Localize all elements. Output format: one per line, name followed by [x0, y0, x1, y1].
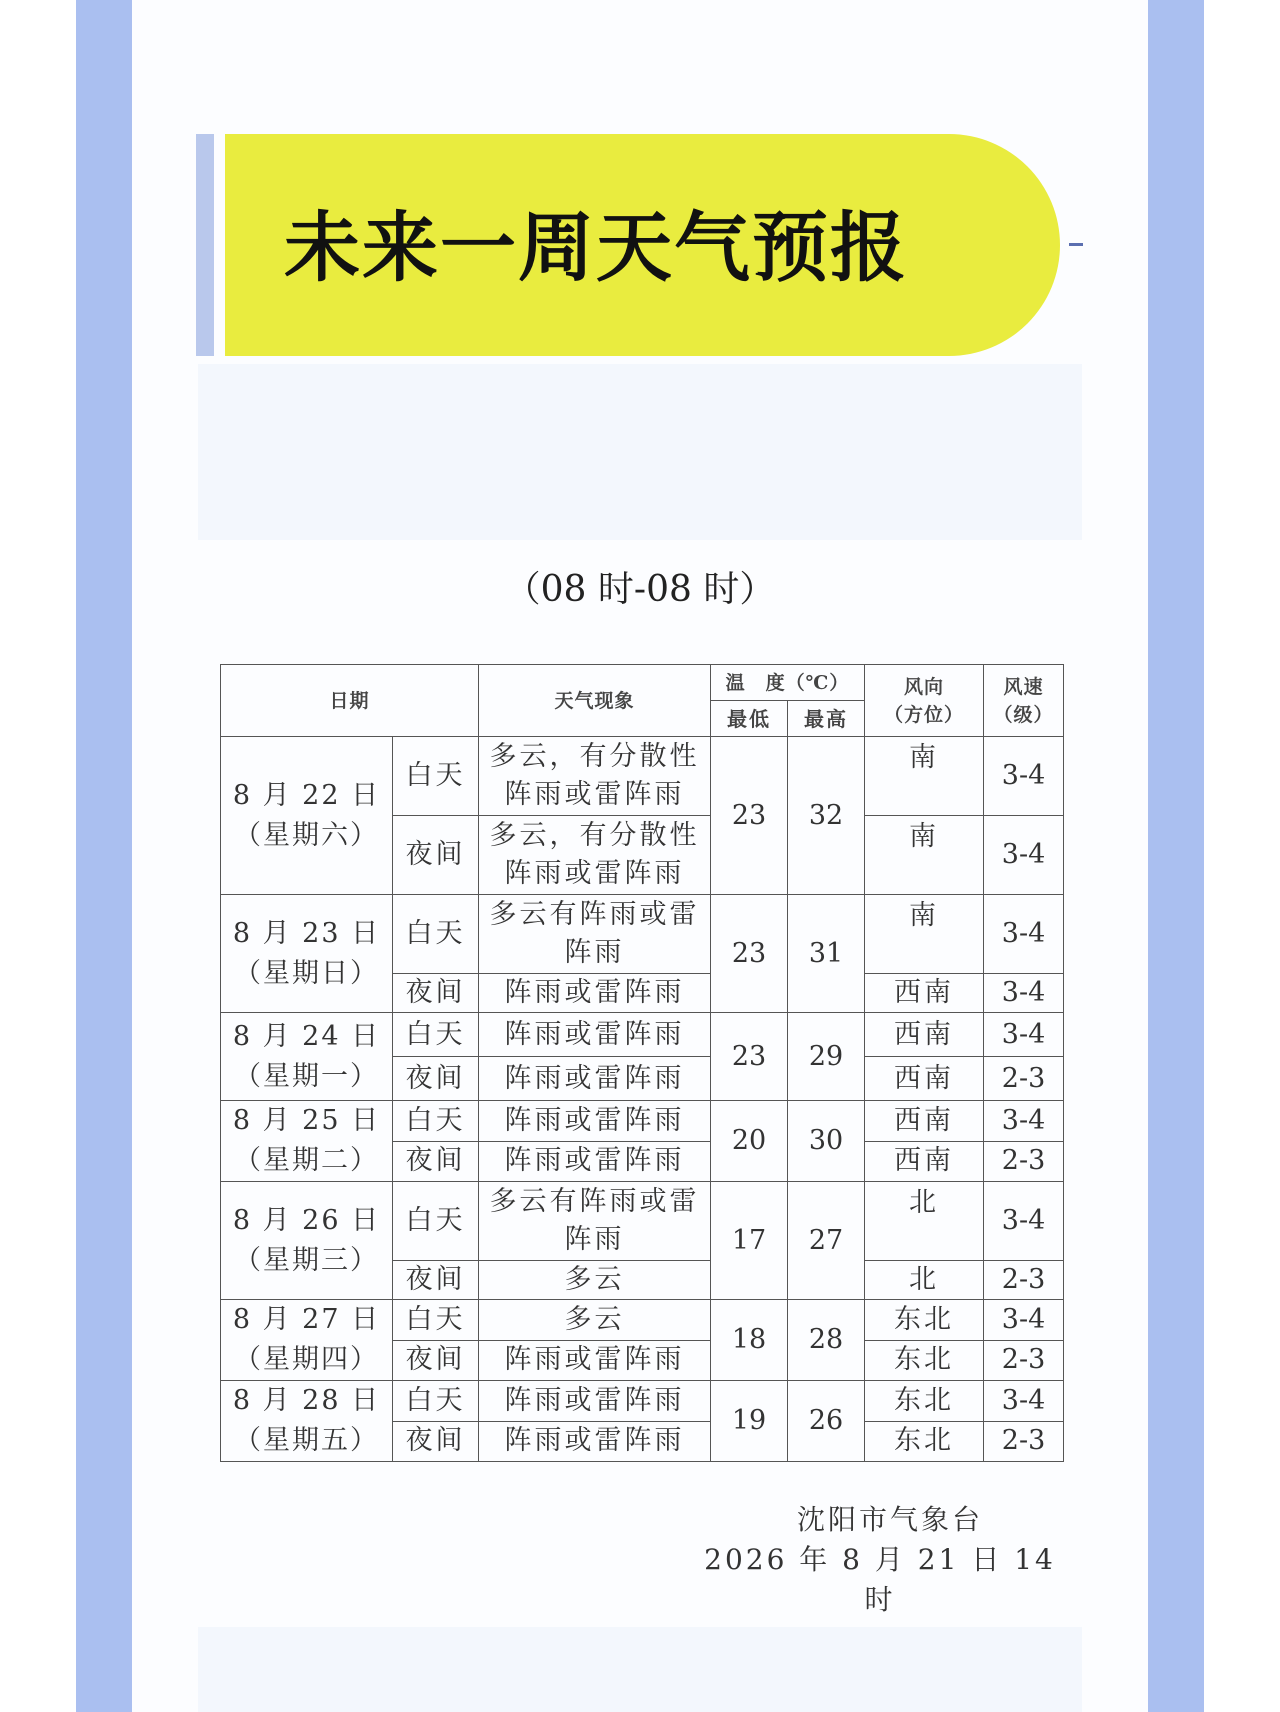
temp-max-cell: 29 — [788, 1013, 865, 1101]
temp-max-cell: 27 — [788, 1182, 865, 1300]
bottom-blank-panel — [198, 1627, 1082, 1712]
header-temp-max: 最高 — [788, 701, 865, 737]
period-label: 白天 — [393, 1182, 479, 1261]
period-label: 夜间 — [393, 1261, 479, 1300]
table-row — [221, 895, 1064, 974]
date-text: 8 月 27 日 — [232, 1304, 381, 1335]
wind-speed-cell: 3-4 — [984, 1381, 1064, 1422]
wind-speed-cell: 3-4 — [984, 1182, 1064, 1261]
wind-direction-cell: 南 — [865, 816, 984, 895]
period-label: 白天 — [393, 1300, 479, 1341]
header-temperature: 温 度（℃） — [711, 665, 865, 701]
period-label: 夜间 — [393, 1057, 479, 1101]
wind-direction-cell: 西南 — [865, 1057, 984, 1101]
issued-at: 2026 年 8 月 21 日 14 时 — [704, 1543, 1056, 1616]
weather-cell: 多云，有分散性阵雨或雷阵雨 — [479, 737, 711, 816]
wind-speed-cell: 2-3 — [984, 1421, 1064, 1462]
wind-direction-cell: 北 — [865, 1182, 984, 1261]
date-text: 8 月 26 日 — [232, 1204, 381, 1236]
header-wind-direction — [865, 665, 984, 737]
table-row — [221, 1013, 1064, 1057]
wind-direction-cell: 西南 — [865, 1141, 984, 1182]
weather-cell: 多云，有分散性阵雨或雷阵雨 — [479, 816, 711, 895]
wind-speed-cell: 2-3 — [984, 1057, 1064, 1101]
banner-dash-mark — [1069, 243, 1083, 246]
right-border-band — [1148, 0, 1204, 1712]
wind-direction-cell: 东北 — [865, 1340, 984, 1381]
date-cell — [221, 737, 393, 895]
temp-min-cell: 18 — [711, 1300, 788, 1381]
wind-speed-cell: 3-4 — [984, 974, 1064, 1013]
period-label: 夜间 — [393, 816, 479, 895]
period-label: 夜间 — [393, 1421, 479, 1462]
weekday-text: （星期日） — [234, 957, 379, 989]
temp-max-cell: 32 — [788, 737, 865, 895]
table-row — [221, 1182, 1064, 1261]
header-temp-min: 最低 — [711, 701, 788, 737]
table-row — [221, 737, 1064, 816]
header-wind-speed-line1: 风速 — [1003, 675, 1044, 698]
wind-direction-cell: 西南 — [865, 1013, 984, 1057]
period-label: 夜间 — [393, 1141, 479, 1182]
table-row — [221, 1381, 1064, 1422]
wind-direction-cell: 南 — [865, 737, 984, 816]
date-text: 8 月 22 日 — [232, 779, 381, 811]
weather-cell: 阵雨或雷阵雨 — [479, 1381, 711, 1422]
header-wind-speed — [984, 665, 1064, 737]
date-cell — [221, 1013, 393, 1101]
wind-speed-cell: 3-4 — [984, 1300, 1064, 1341]
weekday-text: （星期二） — [234, 1145, 379, 1176]
temp-min-cell: 17 — [711, 1182, 788, 1300]
weather-cell: 多云有阵雨或雷阵雨 — [479, 895, 711, 974]
wind-speed-cell: 3-4 — [984, 816, 1064, 895]
wind-speed-cell: 2-3 — [984, 1340, 1064, 1381]
temp-max-cell: 26 — [788, 1381, 865, 1462]
date-cell — [221, 1300, 393, 1381]
period-label: 白天 — [393, 1101, 479, 1142]
wind-speed-cell: 3-4 — [984, 895, 1064, 974]
wind-direction-cell: 东北 — [865, 1300, 984, 1341]
date-text: 8 月 23 日 — [232, 917, 381, 949]
temp-max-cell: 30 — [788, 1101, 865, 1182]
wind-speed-cell: 2-3 — [984, 1141, 1064, 1182]
date-cell — [221, 1182, 393, 1300]
date-text: 8 月 24 日 — [232, 1020, 381, 1052]
wind-direction-cell: 北 — [865, 1261, 984, 1300]
temp-min-cell: 23 — [711, 737, 788, 895]
blank-panel — [198, 364, 1082, 540]
header-wind-direction-line1: 风向 — [904, 675, 945, 698]
weather-cell: 多云有阵雨或雷阵雨 — [479, 1182, 711, 1261]
wind-direction-cell: 西南 — [865, 974, 984, 1013]
page-title: 未来一周天气预报 — [284, 203, 908, 292]
weather-cell: 多云 — [479, 1261, 711, 1300]
period-label: 白天 — [393, 1013, 479, 1057]
wind-speed-cell: 3-4 — [984, 1013, 1064, 1057]
issuer-block — [700, 1500, 1060, 1620]
date-cell — [221, 1381, 393, 1462]
period-label: 白天 — [393, 895, 479, 974]
period-label: 白天 — [393, 737, 479, 816]
weekday-text: （星期三） — [234, 1244, 379, 1276]
weather-cell: 阵雨或雷阵雨 — [479, 974, 711, 1013]
table-row — [221, 1101, 1064, 1142]
weather-cell: 阵雨或雷阵雨 — [479, 1057, 711, 1101]
banner-accent-bar — [196, 134, 214, 356]
weather-cell: 阵雨或雷阵雨 — [479, 1141, 711, 1182]
wind-direction-cell: 东北 — [865, 1421, 984, 1462]
temp-min-cell: 23 — [711, 895, 788, 1013]
weather-cell: 阵雨或雷阵雨 — [479, 1013, 711, 1057]
header-date: 日期 — [221, 665, 479, 737]
period-label: 夜间 — [393, 1340, 479, 1381]
table-row — [221, 1300, 1064, 1341]
temp-min-cell: 23 — [711, 1013, 788, 1101]
date-text: 8 月 25 日 — [232, 1105, 381, 1136]
temp-max-cell: 28 — [788, 1300, 865, 1381]
table-header-row — [221, 665, 1064, 701]
forecast-table — [220, 664, 1064, 1462]
wind-direction-cell: 南 — [865, 895, 984, 974]
period-label: 夜间 — [393, 974, 479, 1013]
weather-cell: 多云 — [479, 1300, 711, 1341]
wind-speed-cell: 3-4 — [984, 1101, 1064, 1142]
date-text: 8 月 28 日 — [232, 1385, 381, 1416]
header-wind-speed-line2: （级） — [993, 703, 1054, 726]
weekday-text: （星期四） — [234, 1344, 379, 1375]
weather-cell: 阵雨或雷阵雨 — [479, 1340, 711, 1381]
weather-cell: 阵雨或雷阵雨 — [479, 1421, 711, 1462]
weekday-text: （星期一） — [234, 1060, 379, 1092]
wind-direction-cell: 西南 — [865, 1101, 984, 1142]
wind-speed-cell: 2-3 — [984, 1261, 1064, 1300]
temp-min-cell: 20 — [711, 1101, 788, 1182]
period-label: 白天 — [393, 1381, 479, 1422]
left-border-band — [76, 0, 132, 1712]
header-weather: 天气现象 — [479, 665, 711, 737]
issuer-organization: 沈阳市气象台 — [796, 1503, 983, 1536]
weekday-text: （星期五） — [234, 1425, 379, 1456]
time-range-label: （08 时-08 时） — [504, 569, 776, 610]
date-cell — [221, 1101, 393, 1182]
temp-min-cell: 19 — [711, 1381, 788, 1462]
temp-max-cell: 31 — [788, 895, 865, 1013]
wind-speed-cell: 3-4 — [984, 737, 1064, 816]
date-cell — [221, 895, 393, 1013]
weather-cell: 阵雨或雷阵雨 — [479, 1101, 711, 1142]
header-wind-direction-line2: （方位） — [884, 703, 965, 726]
weekday-text: （星期六） — [234, 819, 379, 851]
wind-direction-cell: 东北 — [865, 1381, 984, 1422]
